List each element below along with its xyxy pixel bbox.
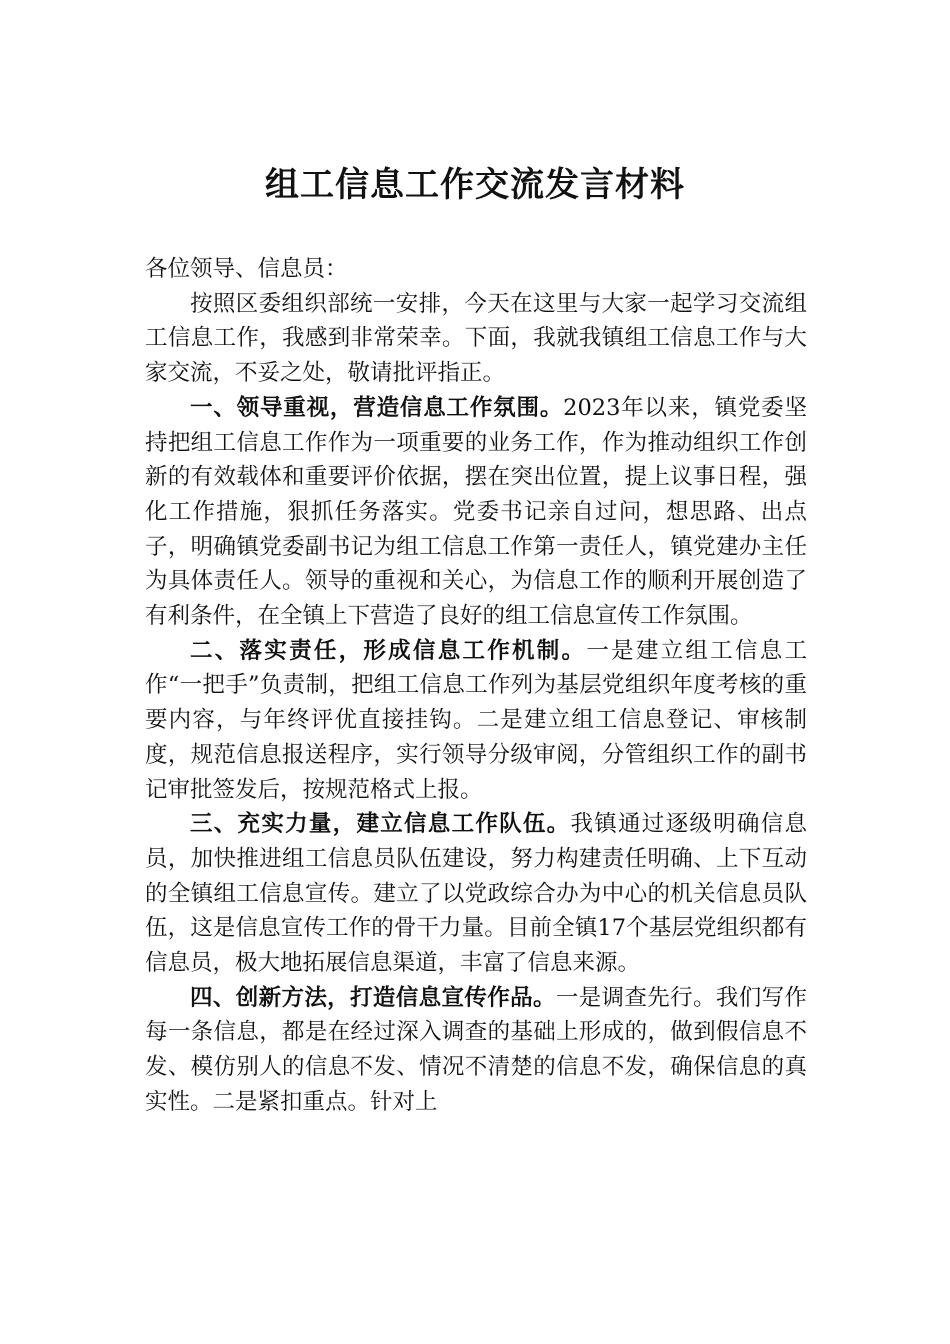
intro-paragraph: 按照区委组织部统一安排，今天在这里与大家一起学习交流组工信息工作，我感到非常荣幸。下面，我就我镇组工信息工作与大家交流，不妥之处，敬请批评指正。: [145, 290, 807, 387]
section-text-1: 2023年以来，镇党委坚持把组工信息工作作为一项重要的业务工作，作为推动组织工作创新的有效载体和重要评价依据，摆在突出位置，提上议事日程，强化工作措施，狠抓任务落实。党委书记亲自过问，想思路、出点子，明确镇党委副书记为组工信息工作第一责任人，镇党建办主任为具体责任人。领导的重视和关心，为信息工作的顺利开展创造了有利条件，在全镇上下营造了良好的组工信息宣传工作氛围。: [145, 394, 807, 630]
section-paragraph-3: [145, 807, 807, 981]
section-text-4: 一是调查先行。我们写作每一条信息，都是在经过深入调查的基础上形成的，做到假信息不发、模仿别人的信息不发、情况不清楚的信息不发，确保信息的真实性。二是紧扣重点。针对上: [145, 984, 807, 1115]
section-text-2: 一是建立组工信息工作“一把手”负责制，把组工信息工作列为基层党组织年度考核的重要内容，与年终评优直接挂钩。二是建立组工信息登记、审核制度，规范信息报送程序，实行领导分级审阅，分管组织工作的副书记审批签发后，按规范格式上报。: [145, 637, 807, 803]
section-heading-4: 四、创新方法，打造信息宣传作品。: [190, 984, 556, 1011]
section-paragraph-4: [145, 981, 807, 1120]
section-heading-2: 二、落实责任，形成信息工作机制。: [190, 637, 587, 664]
section-paragraph-1: [145, 391, 807, 634]
section-heading-3: 三、充实力量，建立信息工作队伍。: [190, 811, 571, 838]
section-paragraph-2: [145, 634, 807, 808]
document-body: [145, 252, 807, 1120]
section-text-3: 我镇通过逐级明确信息员，加快推进组工信息员队伍建设，努力构建责任明确、上下互动的全镇组工信息宣传。建立了以党政综合办为中心的机关信息员队伍，这是信息宣传工作的骨干力量。目前全镇17个基层党组织都有信息员，极大地拓展信息渠道，丰富了信息来源。: [145, 811, 807, 977]
section-heading-1: 一、领导重视，营造信息工作氛围。: [190, 394, 564, 421]
document-title: 组工信息工作交流发言材料: [265, 165, 685, 205]
salutation: 各位领导、信息员：: [145, 256, 348, 282]
